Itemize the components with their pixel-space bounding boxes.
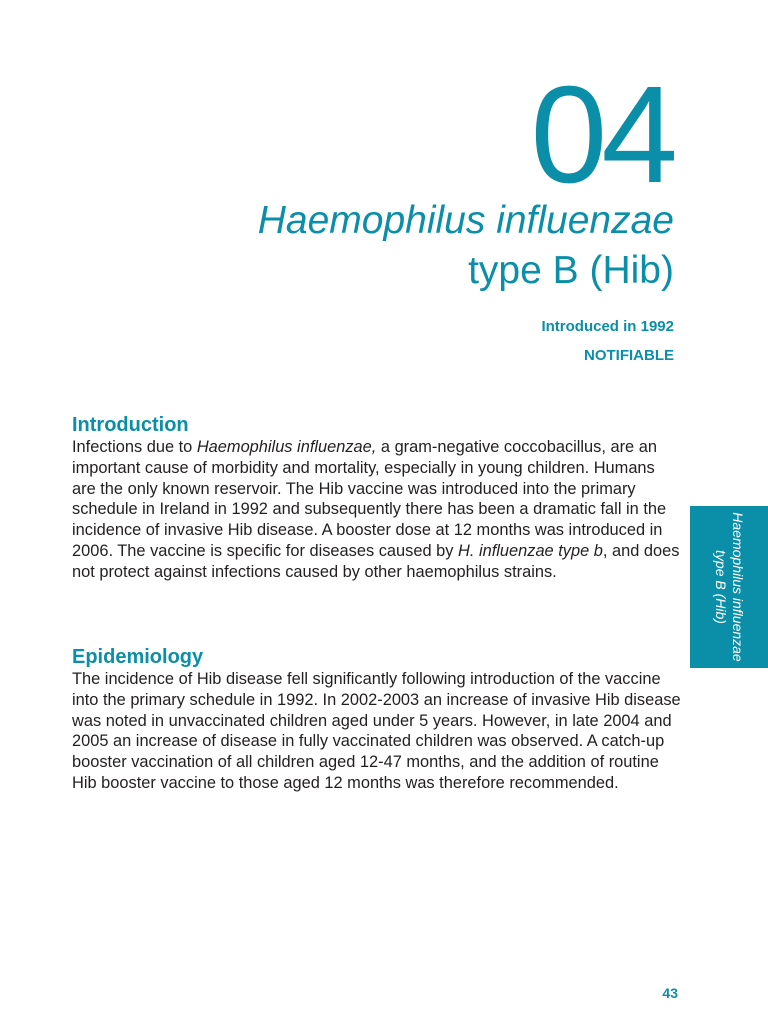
intro-text-c: , and does not protect against infections caused by other haemophilus strains.: [72, 541, 680, 581]
epidemiology-heading: Epidemiology: [72, 646, 204, 668]
intro-text-a-italic: Haemophilus influenzae,: [196, 438, 377, 456]
chapter-number: 04: [530, 58, 672, 212]
intro-text-a: Infections due to: [72, 438, 197, 456]
intro-text-b: a gram-negative coccobacillus, are an important cause of morbidity and mortality, especially in young children. Humans are the only known reservoir. The Hib vaccine was introduced into the primary schedule in Ireland in 1992 and subsequently there has been a dramatic fall in the incidence of invasive Hib disease. A booster dose at 12 months was introduced in 2006. The vaccine is specific for diseases caused by: [72, 438, 667, 560]
side-tab-label: Haemophilus influenzae type B (Hib): [713, 512, 746, 662]
page-number: 43: [662, 985, 678, 1001]
intro-text-b-italic: H. influenzae type b: [458, 541, 603, 560]
chapter-title-line-2: type B (Hib): [468, 249, 674, 292]
chapter-title-line-1: Haemophilus influenzae: [257, 199, 674, 242]
introduction-paragraph: [72, 437, 682, 583]
introduction-section: [72, 413, 682, 583]
epidemiology-paragraph: The incidence of Hib disease fell significantly following introduction of the vaccine into the primary schedule in 1992. In 2002-2003 an increase of invasive Hib disease was noted in unvaccinated children aged under 5 years. However, in late 2004 and 2005 an increase of disease in fully vaccinated children was observed. A catch-up booster vaccination of all children aged 12-47 months, and the addition of routine Hib booster vaccine to those aged 12 months was therefore recommended.: [72, 670, 681, 792]
introduction-heading: Introduction: [72, 414, 189, 436]
notifiable-label: NOTIFIABLE: [584, 347, 674, 364]
introduced-date: Introduced in 1992: [541, 318, 674, 335]
epidemiology-section: [72, 645, 682, 794]
chapter-side-tab: [690, 506, 768, 668]
chapter-title: [114, 196, 674, 296]
